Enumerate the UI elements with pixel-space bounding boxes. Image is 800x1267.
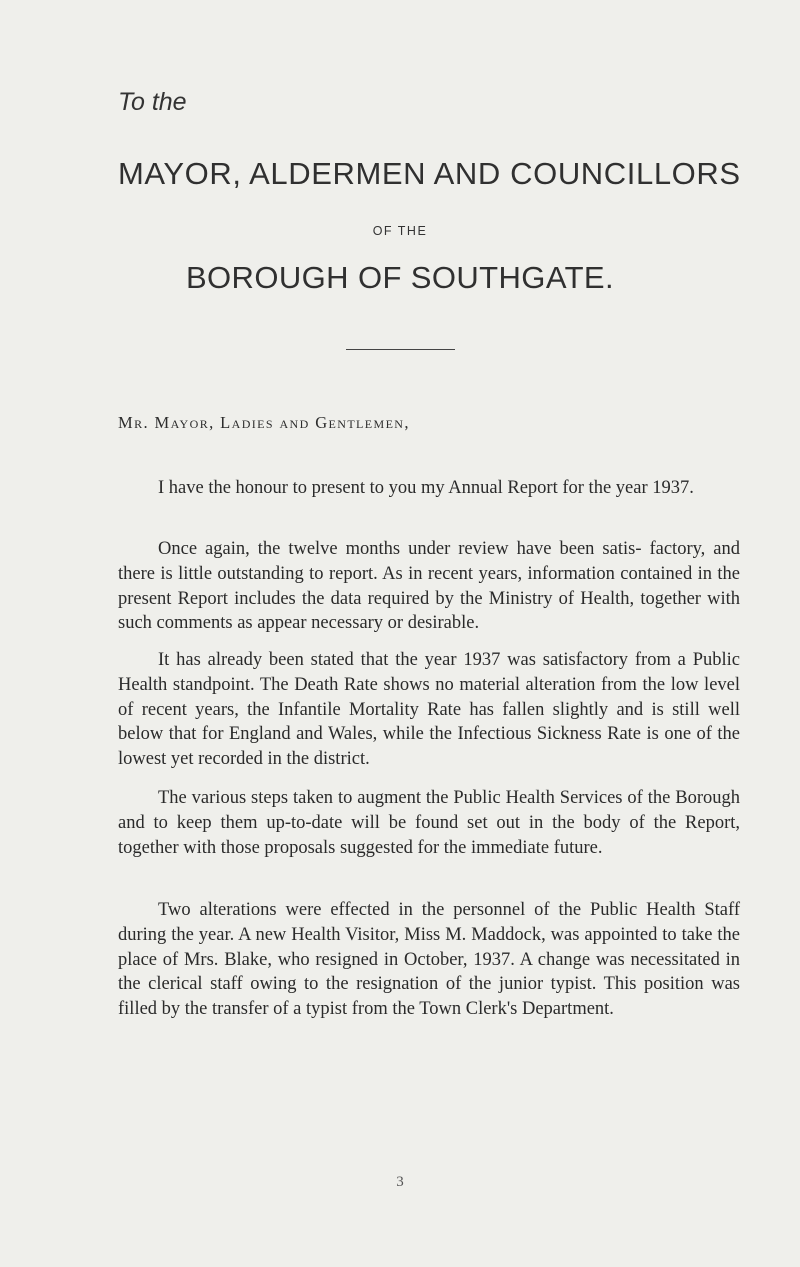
addressee-heading: MAYOR, ALDERMEN AND COUNCILLORS (118, 156, 741, 191)
paragraph-4: The various steps taken to augment the Public Health Services of the Borough and to keep them up-to-date will be found set out in the body of the Report, together with those proposals suggested for the immediate future. (118, 788, 740, 858)
paragraph-3: It has already been stated that the year 1937 was satisfactory from a Public Health standpoint. The Death Rate shows no material alteration from the low level of recent years, the Infantile Mortality Rate has fallen slightly and is still well below that for England and Wales, while the Infectious Sickness Rate is one of the lowest yet recorded in the district. (118, 650, 740, 770)
borough-heading: BOROUGH OF SOUTHGATE. (185, 260, 615, 295)
of-the-heading: OF THE (372, 224, 428, 238)
paragraph-2: Once again, the twelve months under review have been satis- factory, and there is little outstanding to report. As in recent years, information contained in the present Report includes the data required by the Ministry of Health, together with such comments as appear necessary or desirable. (118, 539, 740, 634)
divider-rule (346, 349, 455, 350)
salutation: Mr. Mayor, Ladies and Gentlemen, (118, 413, 410, 432)
to-the-heading: To the (118, 88, 187, 116)
paragraph-5: Two alterations were effected in the personnel of the Public Health Staff during the year. A new Health Visitor, Miss M. Maddock, was appointed to take the place of Mrs. Blake, who resigned in October, 1937. A change was necessitated in the clerical staff owing to the resignation of the junior typist. This position was filled by the transfer of a typist from the Town Clerk's Department. (118, 900, 740, 1020)
page-number: 3 (396, 1174, 404, 1190)
paragraph-1: I have the honour to present to you my Annual Report for the year 1937. (158, 478, 694, 498)
